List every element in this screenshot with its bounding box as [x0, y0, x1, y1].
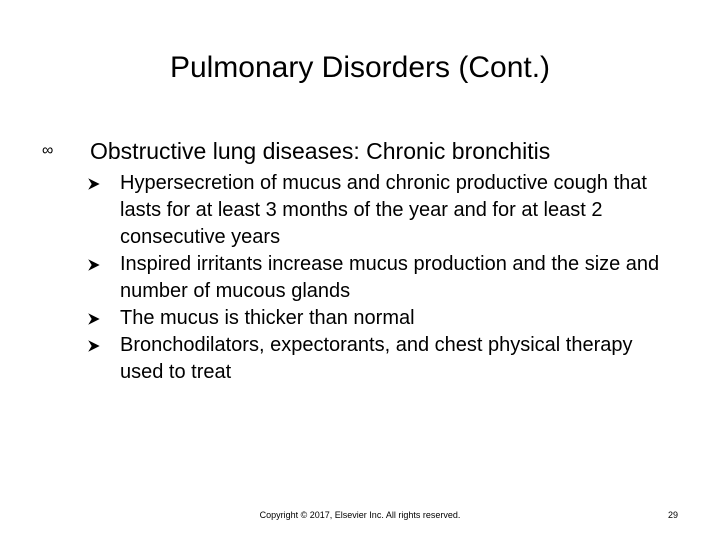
list-item	[120, 170, 660, 251]
list-item	[120, 332, 660, 386]
slide-title: Pulmonary Disorders (Cont.)	[169, 51, 551, 84]
bullet-glyph-icon: ∞	[42, 142, 54, 159]
arrow-bullet-icon	[88, 251, 108, 278]
list-item	[120, 305, 660, 332]
main-bullet-text: Obstructive lung diseases: Chronic bronchitis	[90, 138, 551, 164]
main-bullet	[42, 136, 692, 386]
arrow-bullet-icon	[88, 305, 108, 332]
list-item	[120, 251, 660, 305]
sub-bullet-list	[42, 170, 692, 386]
arrow-bullet-icon	[88, 170, 108, 197]
page-number: 29	[667, 510, 678, 520]
footer-copyright: Copyright © 2017, Elsevier Inc. All rights reserved.	[259, 510, 461, 520]
sub-bullet-text: The mucus is thicker than normal	[120, 307, 415, 329]
arrow-bullet-icon	[88, 332, 108, 359]
sub-bullet-text: Hypersecretion of mucus and chronic productive cough that lasts for at least 3 months of the year and for at least 2 consecutive years	[120, 172, 647, 248]
main-bullet-row	[42, 136, 692, 166]
sub-bullet-text: Bronchodilators, expectorants, and chest physical therapy used to treat	[120, 334, 633, 383]
sub-bullet-text: Inspired irritants increase mucus production and the size and number of mucous glands	[120, 253, 660, 302]
